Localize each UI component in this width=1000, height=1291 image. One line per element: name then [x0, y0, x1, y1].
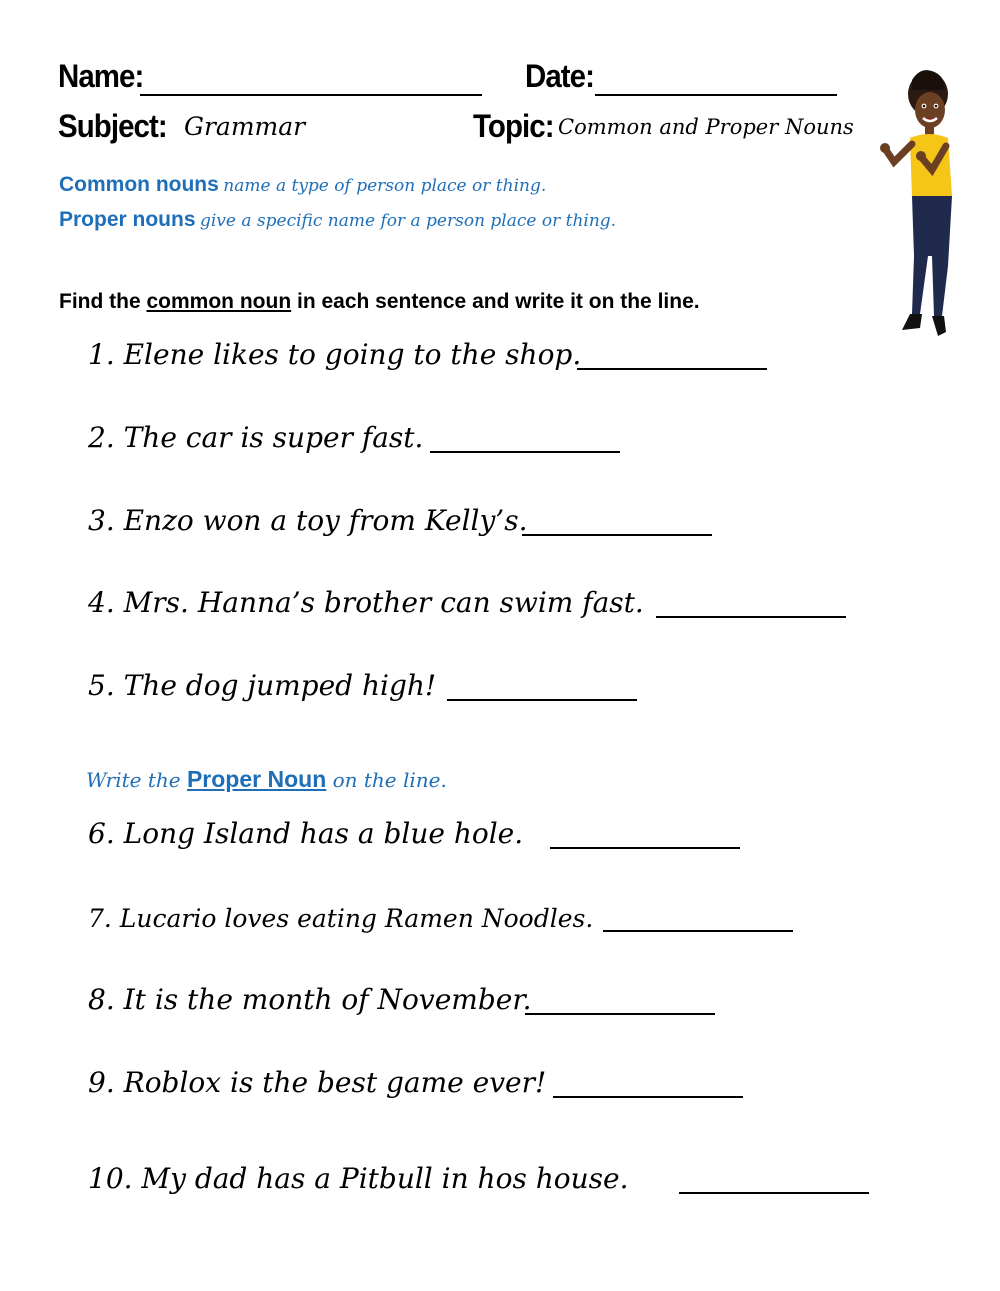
question-10: 10. My dad has a Pitbull in hos house.	[88, 1162, 629, 1195]
common-noun-def: name a type of person place or thing.	[223, 176, 547, 196]
name-label: Name:	[58, 58, 144, 94]
common-noun-definition	[59, 173, 546, 197]
section1-instruction	[59, 290, 700, 314]
instr-text: Find the	[59, 290, 147, 313]
answer-line-2[interactable]	[430, 451, 620, 453]
answer-line-1[interactable]	[577, 368, 767, 370]
question-9: 9. Roblox is the best game ever!	[88, 1066, 547, 1099]
question-7: 7. Lucario loves eating Ramen Noodles.	[88, 904, 594, 933]
pants-shape	[912, 196, 952, 316]
common-noun-term: Common nouns	[59, 173, 219, 196]
question-5: 5. The dog jumped high!	[88, 669, 437, 702]
answer-line-8[interactable]	[525, 1013, 715, 1015]
hair-top-shape	[912, 70, 944, 90]
answer-line-10[interactable]	[679, 1192, 869, 1194]
answer-line-7[interactable]	[603, 930, 793, 932]
date-field[interactable]	[595, 94, 837, 96]
instr-emphasis: Proper Noun	[186, 766, 327, 792]
question-1: 1. Elene likes to going to the shop.	[88, 338, 582, 371]
subject-label: Subject:	[58, 108, 167, 144]
topic-label: Topic:	[473, 108, 554, 144]
answer-line-5[interactable]	[447, 699, 637, 701]
proper-noun-def: give a specific name for a person place or thing.	[199, 211, 617, 231]
subject-value: Grammar	[184, 112, 306, 141]
answer-line-3[interactable]	[522, 534, 712, 536]
question-8: 8. It is the month of November.	[88, 983, 532, 1016]
section2-instruction	[86, 766, 447, 793]
name-field[interactable]	[140, 94, 482, 96]
instr-text: Write the	[86, 768, 187, 792]
question-6: 6. Long Island has a blue hole.	[88, 817, 524, 850]
topic-value: Common and Proper Nouns	[558, 115, 854, 139]
instr-emphasis: common noun	[146, 290, 292, 313]
proper-noun-term: Proper nouns	[59, 208, 196, 231]
instr-text: in each sentence and write it on the line.	[291, 290, 700, 313]
date-label: Date:	[525, 58, 595, 94]
question-3: 3. Enzo won a toy from Kelly’s.	[88, 504, 528, 537]
question-2: 2. The car is super fast.	[88, 421, 424, 454]
answer-line-9[interactable]	[553, 1096, 743, 1098]
face-shape	[915, 92, 945, 128]
instr-text: on the line.	[326, 768, 447, 792]
proper-noun-definition	[59, 208, 616, 232]
answer-line-4[interactable]	[656, 616, 846, 618]
question-4: 4. Mrs. Hanna’s brother can swim fast.	[88, 586, 644, 619]
answer-line-6[interactable]	[550, 847, 740, 849]
teacher-avatar-icon	[872, 66, 962, 338]
